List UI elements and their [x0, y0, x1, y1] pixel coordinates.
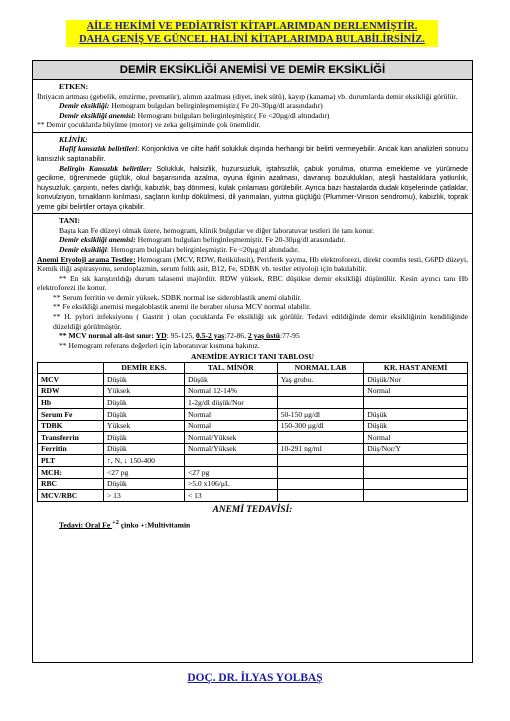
- etken-text: İhtiyacın artması (gebelik, emzirme, prematür), alımın azalması (diyet, inek sütü), kayıp (kanama) vb. durumlarda demir eksikliği görülür.: [37, 91, 458, 101]
- table-row: [38, 397, 468, 409]
- klinik-heading: KLİNİK:: [59, 134, 88, 144]
- etken-section: [33, 80, 472, 133]
- tani-mcv-line: [37, 331, 468, 341]
- table-row-header: Transferrin: [38, 432, 104, 444]
- tani-dea-line: [37, 245, 468, 255]
- etken-dea-text: Hemogram bulguları belirginleşmiştir.( Fe <20μg/dl altındadır): [135, 110, 330, 120]
- etken-de-label: Demir eksikliği:: [59, 101, 110, 111]
- table-cell: 50-150 μg/dl: [277, 409, 364, 421]
- tedavi-label: Tedavi:: [59, 520, 84, 530]
- table-cell: Normal: [184, 420, 277, 432]
- table-cell: Normal: [364, 385, 468, 397]
- banner-line-1: AİLE HEKİMİ VE PEDİATRİST KİTAPLARIMDAN DERLENMİŞTİR.: [86, 21, 418, 32]
- table-row-header: Serum Fe: [38, 409, 104, 421]
- tani-de-text: Hemogram bulguları belirginleşmemiştir. Fe 20-30μg/dl arasındadır.: [135, 235, 346, 245]
- table-cell: ↑, N, ↓ 150-400: [104, 455, 185, 467]
- table-cell: [277, 467, 364, 479]
- klinik-hafif-text: : Konjonktiva ve cilte hafif solukluk dışında herhangi bir belirti vermeyebilir. Ancak kan analizleri sonucu kansızlık saptanabilir.: [37, 144, 468, 163]
- table-row-header: RBC: [38, 478, 104, 490]
- table-row-header: MCH:: [38, 467, 104, 479]
- etken-dea-label: Demir eksikliği anemisi:: [59, 110, 136, 120]
- table-row: [38, 374, 468, 386]
- table-row-header: MCV/RBC: [38, 490, 104, 502]
- tani-mcv-g1-val: :72-86,: [224, 331, 248, 341]
- table-cell: [364, 397, 468, 409]
- table-cell: Düşük: [364, 420, 468, 432]
- klinik-section: [33, 133, 472, 215]
- tani-dea-label: Demir eksikliği: [59, 245, 107, 254]
- tani-de-label: Demir eksikliği anemisi:: [59, 235, 136, 245]
- table-cell: Düşük: [104, 374, 185, 386]
- table-cell: < 13: [184, 490, 277, 502]
- tedavi-heading: ANEMİ TEDAVİSİ:: [212, 504, 293, 515]
- ddx-header: [38, 362, 104, 374]
- banner-line-2: DAHA GENİŞ VE GÜNCEL HALİNİ KİTAPLARIMDA BULABİLİRSİNİZ.: [79, 34, 425, 46]
- klinik-belirgin: [37, 164, 468, 212]
- tedavi-text-b: çinko +:Multivitamin: [118, 520, 191, 530]
- ddx-header: DEMİR EKS.: [104, 362, 185, 374]
- table-cell: [364, 478, 468, 490]
- table-cell: 150-300 μg/dl: [277, 420, 364, 432]
- table-row: [38, 385, 468, 397]
- klinik-hafif: [37, 144, 468, 163]
- klinik-belirgin-text: Solukluk, halsizlik, huzursuzluk, iştahsızlık, çabuk yorulma, oturma emekleme ve yürümede gecikme, öğrenmede güçlük, okul başarısında azalma, oyuna ilginin azalması, davranış bozuklukları, ateşli hastalıklara yatkınlık, huysuzluk, çarpıntı, nefes darlığı, kabızlık, baş dönmesi, kulak çınlaması görülebilir. Ayrıca bazı hastalarda dudak köşelerinde çatlaklar, konvulziyon, tırnakların kırılması, saçların kırılıp dökülmesi, dil yanmaları, yutma güçlüğü (Plummer-Vinson sendromu), kabızlık, toprak yeme gibi belirtiler ortaya çıkabilir.: [37, 163, 468, 211]
- table-cell: [277, 455, 364, 467]
- tani-mcv-yd-val: : 95-125,: [166, 331, 196, 341]
- tani-note-3: ** Fe eksikliği anemisi megaloblastik anemi ile beraber olursa MCV normal olabilir.: [53, 302, 311, 312]
- table-cell: Düşük: [104, 432, 185, 444]
- ddx-table: [37, 351, 468, 502]
- tani-intro: Başta kan Fe düzeyi olmak üzere, hemogram, klinik bulgular ve diğer laboratuvar testleri ile tanı konur.: [59, 225, 375, 235]
- table-cell: Düşük: [104, 443, 185, 455]
- tedavi-block: [37, 502, 468, 530]
- tani-etyo: [37, 255, 468, 274]
- tani-etyo-label: Anemi Etyoloji arama Testler:: [37, 254, 136, 264]
- table-cell: > 13: [104, 490, 185, 502]
- tani-mcv-yd: YD: [155, 331, 167, 341]
- table-cell: [277, 478, 364, 490]
- klinik-hafif-label: Hafif kansızlık belirtileri: [59, 144, 138, 154]
- etken-heading: ETKEN:: [59, 82, 89, 91]
- table-row-header: Ferritin: [38, 443, 104, 455]
- ddx-header-row: [38, 362, 468, 374]
- book-banner: [66, 20, 438, 47]
- ddx-header: NORMAL LAB: [277, 362, 364, 374]
- tedavi-text-a: Oral Fe: [83, 520, 113, 530]
- etken-de-line: [37, 101, 468, 111]
- ddx-header: TAL. MİNÖR: [184, 362, 277, 374]
- table-cell: >5.0 x106/μL: [184, 478, 277, 490]
- document-frame: [32, 60, 473, 663]
- tani-note-4: ** H. pylori infeksiyonu ( Gastrit ) olan çocuklarda Fe eksikliği sık görülür. Tedavi edildiğinde demir eksikliğinin kendiliğinde düzeldiği görülmüştür.: [53, 311, 468, 331]
- etken-de-text: Hemogram bulguları belirginleşmemiştir.( Fe 20-30μg/dl arasındadır): [109, 101, 323, 111]
- table-row-header: TDBK: [38, 420, 104, 432]
- table-cell: [364, 490, 468, 502]
- tani-heading: TANI:: [59, 216, 80, 226]
- table-cell: [277, 385, 364, 397]
- tani-dea-text: : Hemogram bulguları belirginleşmiştir. Fe <20μg/dl altındadır.: [106, 245, 300, 254]
- table-cell: [364, 467, 468, 479]
- table-cell: Yüksek: [104, 385, 185, 397]
- table-row-header: RDW: [38, 385, 104, 397]
- tani-note-1: ** En sık karıştırıldığı durum talasemi majördür. RDW yüksek, RBC düşükse demir eksikliği düşünülür. Kesin ayırıcı tanı Hb elektroforezi ile konur.: [37, 273, 468, 293]
- table-cell: 10-291 ng/ml: [277, 443, 364, 455]
- table-cell: Düşük: [364, 409, 468, 421]
- page-title: DEMİR EKSİKLİĞİ ANEMİSİ VE DEMİR EKSİKLİĞİ: [33, 61, 472, 80]
- table-cell: Normal/Yüksek: [184, 432, 277, 444]
- table-cell: [277, 490, 364, 502]
- etken-note: ** Demir çocuklarda büyüme (motor) ve zeka gelişiminde çok önemlidir.: [37, 120, 261, 130]
- table-cell: [364, 455, 468, 467]
- table-row: [38, 467, 468, 479]
- table-cell: Düşük: [104, 478, 185, 490]
- table-cell: Normal: [184, 409, 277, 421]
- tani-mcv-label: ** MCV normal alt-üst sınır:: [59, 331, 154, 341]
- table-cell: <27 pg: [104, 467, 185, 479]
- table-cell: Düşük: [104, 397, 185, 409]
- table-cell: [277, 432, 364, 444]
- table-row: [38, 490, 468, 502]
- table-cell: [184, 455, 277, 467]
- table-cell: Düşük/Nor: [364, 374, 468, 386]
- table-row: [38, 409, 468, 421]
- tani-etyo-text: Hemogram (MCV, RDW, Retikülosit), Periferik yayma, Hb elektroforezi, direkt coombs testi, G6PD düzeyi, Kemik iliği aspirasyonu, seruloplazmin, serum folik asit, B12, Fe, SDBK vb. testler etiyoloji için bakılabilir.: [37, 254, 468, 274]
- tani-mcv-g2: 2 yaş üstü: [247, 331, 280, 341]
- tani-de-line: [37, 235, 468, 245]
- ddx-caption: ANEMİDE AYRICI TANI TABLOSU: [190, 351, 314, 361]
- table-cell: Düş/Nor/Y: [364, 443, 468, 455]
- table-row: [38, 478, 468, 490]
- table-cell: Yaş grubu.: [277, 374, 364, 386]
- table-cell: <27 pg: [184, 467, 277, 479]
- table-cell: Düşük: [104, 409, 185, 421]
- table-cell: Yüksek: [104, 420, 185, 432]
- table-row-header: MCV: [38, 374, 104, 386]
- table-row: [38, 420, 468, 432]
- tani-ref-note: ** Hemogram referans değerleri için laboratuvar kısmına bakınız.: [59, 340, 260, 350]
- etken-dea-line: [37, 111, 468, 121]
- tani-section: [33, 214, 472, 531]
- tani-note-2: ** Serum ferritin ve demir yüksek, SDBK normal ise sideroblastik anemi olabilir.: [53, 292, 302, 302]
- table-row: [38, 443, 468, 455]
- table-cell: Normal: [364, 432, 468, 444]
- table-row: [38, 455, 468, 467]
- tani-mcv-g2-val: :77-95: [279, 331, 300, 341]
- table-row-header: PLT: [38, 455, 104, 467]
- table-cell: [277, 397, 364, 409]
- table-cell: Normal/Yüksek: [184, 443, 277, 455]
- table-cell: Normal 12-14%: [184, 385, 277, 397]
- tani-mcv-g1: 0.5-2 yaş: [195, 331, 225, 341]
- klinik-belirgin-label: Belirgin Kansızlık belirtiler:: [59, 163, 152, 173]
- table-cell: 1-2g/dl düşük/Nor: [184, 397, 277, 409]
- table-row-header: Hb: [38, 397, 104, 409]
- author-name: DOÇ. DR. İLYAS YOLBAŞ: [187, 672, 323, 684]
- tedavi-line: [37, 519, 468, 530]
- table-cell: Düşük: [184, 374, 277, 386]
- tedavi-sup: +2: [112, 518, 119, 526]
- ddx-header: KR. HAST ANEMİ: [364, 362, 468, 374]
- table-row: [38, 432, 468, 444]
